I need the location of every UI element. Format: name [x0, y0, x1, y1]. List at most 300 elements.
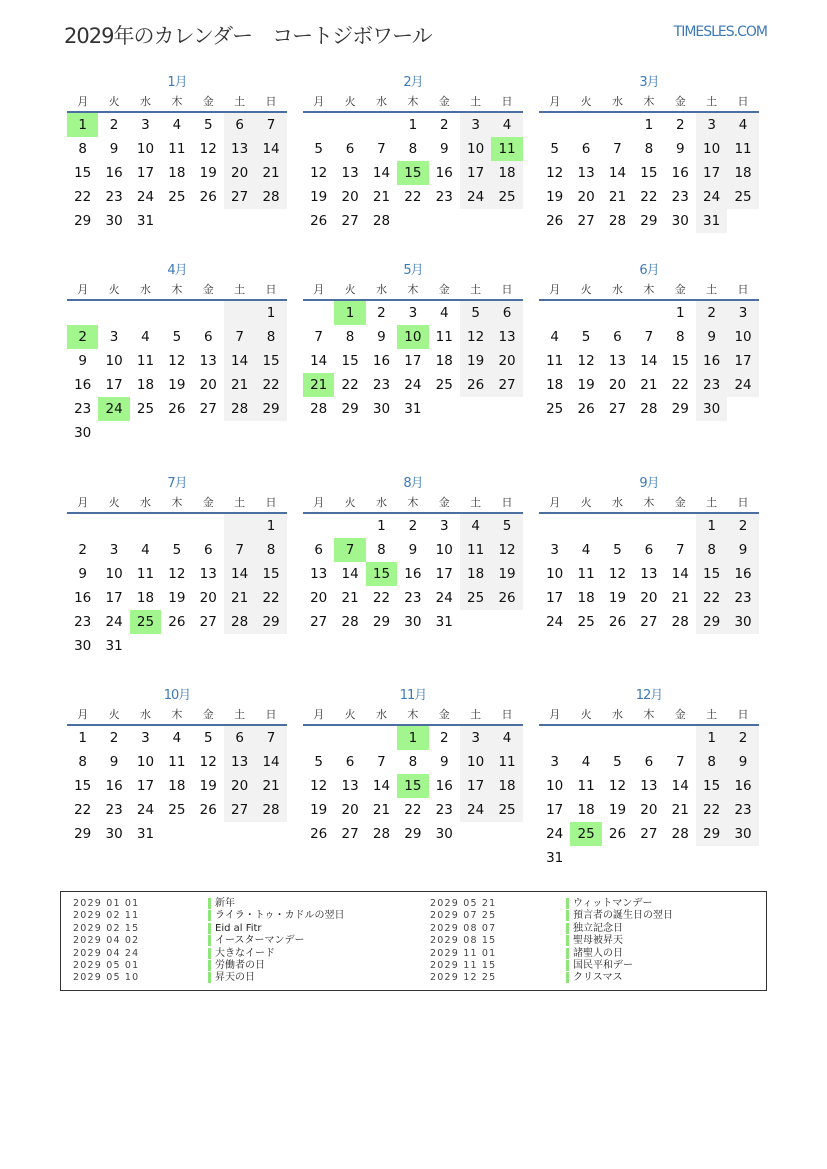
day-cell: 3: [727, 301, 758, 325]
day-grid: [539, 301, 759, 421]
day-cell: 14: [255, 750, 286, 774]
weekday-label: 金: [202, 708, 214, 721]
day-cell: 11: [577, 566, 595, 582]
weekday-label: 木: [643, 708, 655, 721]
day-cell: 8: [255, 325, 286, 349]
day-cell: 20: [640, 802, 658, 818]
weekday-label: 月: [549, 708, 561, 721]
day-cell: 3: [550, 542, 559, 558]
empty-cell: [303, 301, 334, 325]
weekday-label: 土: [706, 283, 718, 296]
day-cell: 12: [546, 165, 564, 181]
day-cell: 20: [199, 590, 217, 606]
weekday-label: 金: [674, 283, 686, 296]
day-cell: 15: [640, 165, 658, 181]
day-cell: 18: [546, 377, 564, 393]
day-cell: 23: [727, 798, 758, 822]
day-cell: 28: [671, 614, 689, 630]
day-cell: 7: [255, 113, 286, 137]
day-cell: 28: [255, 185, 286, 209]
day-cell: 24: [435, 590, 453, 606]
day-cell: 22: [640, 189, 658, 205]
weekday-label: 日: [501, 283, 513, 296]
day-cell: 6: [491, 301, 522, 325]
empty-cell: [366, 113, 397, 137]
day-grid: [539, 514, 759, 634]
day-cell: 20: [577, 189, 595, 205]
day-cell: 7: [377, 141, 386, 157]
empty-cell: [539, 726, 570, 750]
day-cell: 28: [224, 610, 255, 634]
day-cell: 2: [696, 301, 727, 325]
day-grid: [539, 726, 759, 870]
month-name: 3月: [639, 75, 659, 90]
day-cell: 30: [671, 213, 689, 229]
day-cell: 13: [199, 566, 217, 582]
day-cell: 5: [491, 514, 522, 538]
day-cell: 13: [577, 165, 595, 181]
weekday-label: 土: [234, 496, 246, 509]
empty-cell: [570, 726, 601, 750]
day-cell: 22: [671, 377, 689, 393]
day-cell: 13: [341, 778, 359, 794]
day-cell: 21: [341, 590, 359, 606]
day-cell: 23: [435, 802, 453, 818]
day-cell: 8: [408, 141, 418, 157]
day-cell: 10: [460, 137, 491, 161]
weekday-label: 月: [77, 708, 89, 721]
legend-left-dates: [73, 898, 139, 985]
holiday-date: 2029 05 01: [73, 959, 140, 971]
holiday-name: クリスマス: [566, 972, 623, 983]
day-cell: 5: [460, 301, 491, 325]
day-cell: 23: [372, 377, 391, 393]
weekday-label: 金: [438, 283, 450, 296]
day-cell: 23: [74, 614, 92, 630]
month-name: 6月: [639, 263, 659, 278]
day-cell: 30: [372, 401, 391, 417]
empty-cell: [98, 301, 129, 325]
month-block: [303, 474, 523, 634]
day-cell: 22: [341, 377, 359, 393]
empty-cell: [602, 514, 633, 538]
weekday-label: 火: [108, 283, 120, 296]
weekday-header: [303, 705, 523, 726]
page-title: 2029年のカレンダー コートジボワール: [64, 24, 432, 48]
day-cell: 19: [608, 802, 627, 818]
day-cell: 3: [460, 113, 491, 137]
day-cell: 7: [314, 329, 323, 345]
weekday-label: 火: [344, 283, 356, 296]
day-cell: 27: [224, 798, 255, 822]
day-cell: 23: [105, 802, 123, 818]
day-cell: 5: [203, 730, 213, 746]
day-cell: 7: [613, 141, 622, 157]
day-cell: 27: [577, 213, 595, 229]
holiday-date: 2029 12 25: [430, 972, 497, 984]
day-cell: 17: [546, 590, 564, 606]
weekday-label: 日: [501, 708, 513, 721]
day-cell: 17: [404, 353, 422, 369]
day-cell: 18: [168, 165, 186, 181]
weekday-label: 土: [234, 283, 246, 296]
weekday-label: 水: [375, 95, 387, 108]
day-cell: 31: [404, 401, 422, 417]
day-cell: 16: [105, 778, 123, 794]
day-cell: 4: [550, 329, 559, 345]
day-cell: 14: [372, 165, 391, 181]
day-cell: 5: [314, 754, 323, 770]
day-cell: 31: [546, 850, 564, 866]
month-name: 9月: [639, 476, 659, 491]
day-cell: 3: [141, 730, 150, 746]
day-cell: 10: [546, 778, 564, 794]
weekday-label: 土: [706, 496, 718, 509]
day-cell: 16: [105, 165, 123, 181]
weekday-label: 金: [202, 95, 214, 108]
day-cell: 21: [372, 189, 391, 205]
day-cell: 15: [671, 353, 689, 369]
day-cell: 27: [341, 213, 359, 229]
day-cell: 12: [310, 778, 328, 794]
day-cell: 14: [608, 165, 627, 181]
day-cell: 15: [74, 165, 92, 181]
day-cell: 22: [74, 189, 92, 205]
day-cell: 11: [577, 778, 595, 794]
holiday-date: 2029 11 01: [430, 947, 497, 959]
day-grid: [67, 726, 287, 846]
day-cell: 26: [168, 614, 186, 630]
day-cell: 2: [78, 542, 87, 558]
weekday-label: 木: [407, 708, 419, 721]
holiday-name: 独立記念日: [566, 923, 623, 934]
holiday-day-cell: 1: [397, 726, 428, 750]
month-name: 1月: [167, 75, 187, 90]
day-cell: 28: [640, 401, 658, 417]
day-cell: 21: [224, 586, 255, 610]
day-cell: 24: [696, 185, 727, 209]
day-cell: 4: [581, 754, 591, 770]
weekday-label: 木: [643, 496, 655, 509]
day-cell: 10: [105, 353, 123, 369]
empty-cell: [570, 514, 601, 538]
month-block: [67, 474, 287, 658]
day-cell: 29: [74, 826, 92, 842]
day-cell: 7: [675, 754, 685, 770]
weekday-label: 月: [549, 95, 561, 108]
day-cell: 27: [341, 826, 359, 842]
day-cell: 16: [74, 377, 92, 393]
weekday-label: 月: [313, 283, 325, 296]
weekday-label: 月: [313, 496, 325, 509]
day-cell: 15: [341, 353, 359, 369]
day-cell: 4: [491, 726, 522, 750]
day-cell: 28: [608, 213, 627, 229]
empty-cell: [334, 514, 365, 538]
day-cell: 28: [372, 213, 391, 229]
day-cell: 6: [203, 542, 213, 558]
day-cell: 21: [255, 774, 286, 798]
day-grid: [303, 113, 523, 233]
weekday-label: 金: [202, 283, 214, 296]
day-cell: 4: [491, 113, 522, 137]
holiday-name: ライラ・トゥ・カドルの翌日: [208, 910, 344, 921]
day-cell: 28: [255, 798, 286, 822]
holiday-day-cell: 1: [334, 301, 365, 325]
day-cell: 17: [546, 802, 564, 818]
day-cell: 20: [491, 349, 522, 373]
day-cell: 13: [491, 325, 522, 349]
empty-cell: [67, 514, 98, 538]
day-cell: 2: [727, 514, 758, 538]
weekday-label: 日: [501, 496, 513, 509]
day-cell: 3: [141, 117, 150, 133]
day-cell: 18: [577, 802, 595, 818]
day-cell: 16: [372, 353, 391, 369]
day-cell: 19: [199, 165, 217, 181]
holiday-day-cell: 24: [98, 397, 129, 421]
day-cell: 6: [314, 542, 323, 558]
weekday-label: 木: [171, 496, 183, 509]
day-cell: 11: [168, 141, 186, 157]
day-cell: 26: [546, 213, 564, 229]
day-cell: 27: [199, 614, 217, 630]
day-cell: 21: [255, 161, 286, 185]
holiday-date: 2029 05 10: [73, 972, 140, 984]
holiday-date: 2029 04 02: [73, 935, 140, 947]
empty-cell: [665, 514, 696, 538]
day-cell: 6: [345, 754, 355, 770]
holiday-date: 2029 04 24: [73, 947, 140, 959]
day-cell: 9: [109, 754, 119, 770]
month-block: [303, 261, 523, 421]
day-cell: 5: [613, 754, 622, 770]
weekday-label: 火: [580, 283, 592, 296]
month-name: 7月: [167, 476, 187, 491]
empty-cell: [303, 726, 334, 750]
empty-cell: [570, 301, 601, 325]
day-cell: 29: [696, 610, 727, 634]
empty-cell: [633, 514, 664, 538]
day-cell: 17: [136, 778, 155, 794]
day-cell: 13: [199, 353, 217, 369]
day-cell: 30: [696, 397, 727, 421]
day-cell: 18: [577, 590, 595, 606]
day-cell: 14: [224, 562, 255, 586]
day-cell: 20: [341, 802, 359, 818]
day-cell: 3: [109, 542, 119, 558]
day-cell: 18: [136, 590, 155, 606]
day-cell: 1: [696, 726, 727, 750]
weekday-label: 日: [501, 95, 513, 108]
weekday-label: 木: [407, 95, 419, 108]
weekday-label: 木: [171, 283, 183, 296]
empty-cell: [539, 113, 570, 137]
day-cell: 12: [460, 325, 491, 349]
month-name: 8月: [403, 476, 423, 491]
month-name: 2月: [403, 75, 423, 90]
day-cell: 11: [727, 137, 758, 161]
day-cell: 18: [435, 353, 453, 369]
day-cell: 11: [168, 754, 186, 770]
day-cell: 26: [310, 213, 328, 229]
day-cell: 5: [203, 117, 213, 133]
day-cell: 13: [224, 137, 255, 161]
day-cell: 26: [577, 401, 595, 417]
day-cell: 27: [640, 826, 658, 842]
day-cell: 23: [727, 586, 758, 610]
weekday-label: 土: [706, 708, 718, 721]
day-cell: 13: [341, 165, 359, 181]
day-cell: 22: [696, 586, 727, 610]
weekday-header: [303, 493, 523, 514]
day-grid: [67, 113, 287, 233]
day-cell: 11: [546, 353, 564, 369]
day-cell: 22: [255, 586, 286, 610]
day-cell: 19: [310, 802, 328, 818]
weekday-label: 木: [407, 496, 419, 509]
day-cell: 29: [404, 826, 422, 842]
day-cell: 21: [671, 802, 689, 818]
day-cell: 27: [199, 401, 217, 417]
day-cell: 26: [168, 401, 186, 417]
weekday-label: 水: [139, 95, 151, 108]
day-cell: 9: [439, 141, 449, 157]
month-name: 10月: [163, 688, 191, 703]
day-cell: 12: [608, 566, 627, 582]
empty-cell: [602, 301, 633, 325]
day-cell: 19: [168, 377, 186, 393]
day-grid: [303, 514, 523, 634]
holiday-date: 2029 07 25: [430, 910, 497, 922]
day-cell: 9: [727, 538, 758, 562]
day-cell: 17: [727, 349, 758, 373]
day-cell: 13: [310, 566, 328, 582]
holiday-day-cell: 15: [397, 774, 428, 798]
day-cell: 23: [696, 373, 727, 397]
day-cell: 8: [377, 542, 386, 558]
day-cell: 17: [435, 566, 453, 582]
weekday-label: 土: [470, 496, 482, 509]
day-cell: 2: [439, 730, 449, 746]
weekday-label: 火: [108, 95, 120, 108]
day-cell: 8: [696, 538, 727, 562]
weekday-label: 金: [674, 708, 686, 721]
holiday-day-cell: 1: [67, 113, 98, 137]
weekday-label: 月: [549, 283, 561, 296]
day-cell: 14: [372, 778, 391, 794]
day-cell: 21: [640, 377, 658, 393]
day-cell: 27: [640, 614, 658, 630]
day-cell: 29: [341, 401, 359, 417]
day-cell: 16: [671, 165, 689, 181]
weekday-label: 水: [375, 496, 387, 509]
day-cell: 26: [199, 189, 217, 205]
weekday-label: 日: [737, 283, 749, 296]
holiday-name: 大きなイード: [208, 948, 275, 959]
weekday-label: 水: [139, 283, 151, 296]
weekday-label: 金: [674, 496, 686, 509]
day-cell: 4: [172, 117, 182, 133]
weekday-header: [67, 705, 287, 726]
day-cell: 27: [310, 614, 328, 630]
day-cell: 1: [255, 514, 286, 538]
weekday-header: [67, 280, 287, 301]
day-cell: 30: [435, 826, 453, 842]
holiday-name: Eid al Fitr: [208, 923, 262, 934]
day-cell: 1: [696, 514, 727, 538]
day-cell: 8: [78, 141, 87, 157]
day-cell: 2: [377, 305, 386, 321]
weekday-label: 日: [265, 95, 277, 108]
day-cell: 15: [696, 562, 727, 586]
empty-cell: [539, 301, 570, 325]
day-cell: 24: [136, 189, 155, 205]
day-cell: 3: [408, 305, 418, 321]
day-cell: 26: [310, 826, 328, 842]
month-block: [539, 474, 759, 634]
day-cell: 4: [727, 113, 758, 137]
day-cell: 22: [404, 189, 422, 205]
day-cell: 18: [136, 377, 155, 393]
weekday-label: 日: [737, 95, 749, 108]
day-cell: 3: [696, 113, 727, 137]
weekday-label: 土: [706, 95, 718, 108]
day-cell: 24: [727, 373, 758, 397]
day-cell: 1: [78, 730, 87, 746]
holiday-name: 昇天の日: [208, 972, 255, 983]
weekday-label: 日: [265, 496, 277, 509]
day-cell: 13: [640, 778, 658, 794]
day-cell: 31: [136, 213, 155, 229]
day-cell: 10: [136, 754, 155, 770]
brand-link[interactable]: TIMESLES.COM: [673, 24, 767, 40]
day-cell: 27: [224, 185, 255, 209]
day-cell: 20: [608, 377, 627, 393]
day-cell: 3: [460, 726, 491, 750]
day-cell: 31: [136, 826, 155, 842]
day-grid: [303, 726, 523, 846]
day-cell: 18: [460, 562, 491, 586]
weekday-label: 火: [580, 496, 592, 509]
day-cell: 11: [136, 353, 155, 369]
day-cell: 25: [727, 185, 758, 209]
day-cell: 15: [74, 778, 92, 794]
day-cell: 23: [671, 189, 689, 205]
day-cell: 12: [199, 141, 217, 157]
day-cell: 30: [105, 213, 123, 229]
month-name: 11月: [399, 688, 427, 703]
day-cell: 25: [136, 401, 155, 417]
day-cell: 24: [105, 614, 123, 630]
day-cell: 5: [581, 329, 591, 345]
day-cell: 15: [255, 562, 286, 586]
day-cell: 29: [640, 213, 658, 229]
day-cell: 21: [671, 590, 689, 606]
holiday-day-cell: 15: [397, 161, 428, 185]
empty-cell: [67, 301, 98, 325]
day-cell: 25: [168, 802, 186, 818]
weekday-header: [67, 92, 287, 113]
weekday-label: 金: [438, 708, 450, 721]
month-block: [67, 261, 287, 445]
day-cell: 31: [435, 614, 453, 630]
day-cell: 28: [341, 614, 359, 630]
holiday-name: 労働者の日: [208, 960, 265, 971]
day-cell: 6: [224, 113, 255, 137]
day-cell: 9: [727, 750, 758, 774]
day-cell: 6: [203, 329, 213, 345]
